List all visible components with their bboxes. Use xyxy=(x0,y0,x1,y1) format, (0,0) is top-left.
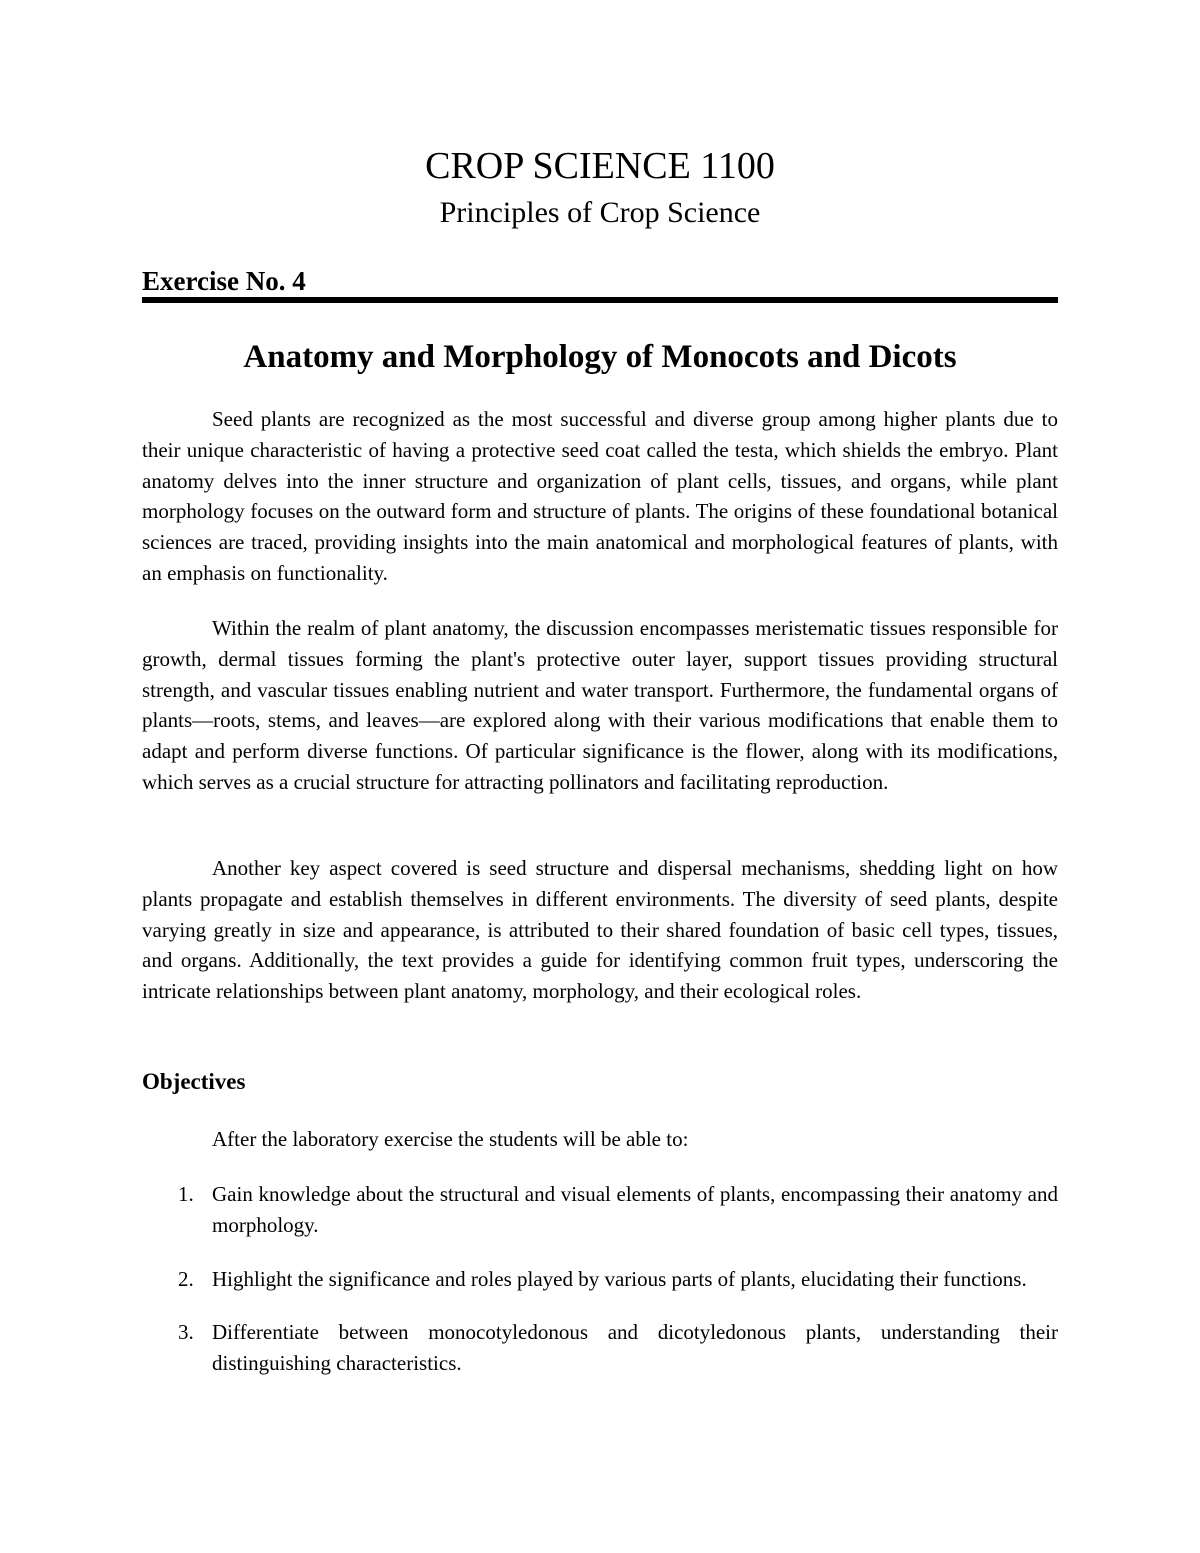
objective-item xyxy=(142,1264,1058,1295)
exercise-number: Exercise No. 4 xyxy=(142,266,306,296)
course-title: CROP SCIENCE 1100 xyxy=(425,145,775,187)
main-title: Anatomy and Morphology of Monocots and Dicots xyxy=(243,339,957,375)
objective-number: 1. xyxy=(178,1182,194,1206)
objective-number: 3. xyxy=(178,1320,194,1345)
objectives-heading: Objectives xyxy=(142,1069,246,1094)
objectives-list xyxy=(142,1179,1058,1402)
objective-number: 2. xyxy=(178,1266,194,1291)
intro-paragraph-3: Another key aspect covered is seed structure and dispersal mechanisms, shedding light on how plants propagate and establish themselves in different environments. The diversity of seed plants, despite varying greatly in size and appearance, is attributed to their shared foundation of basic cell types, tissues, and organs. Additionally, the text provides a guide for identifying common fruit types, underscoring the intricate relationships between plant anatomy, morphology, and their ecological roles. xyxy=(142,856,1058,1004)
header-divider xyxy=(142,297,1058,303)
objective-text: Differentiate between monocotyledonous and dicotyledonous plants, understanding their distinguishing characteristics. xyxy=(212,1320,1058,1376)
intro-paragraph-1: Seed plants are recognized as the most successful and diverse group among higher plants due to their unique characteristic of having a protective seed coat called the testa, which shields the embryo. Plant anatomy delves into the inner structure and organization of plant cells, tissues, and organs, while plant morphology focuses on the outward form and structure of plants. The origins of these foundational botanical sciences are traced, providing insights into the main anatomical and morphological features of plants, with an emphasis on functionality. xyxy=(142,407,1058,585)
intro-paragraph-2: Within the realm of plant anatomy, the discussion encompasses meristematic tissues responsible for growth, dermal tissues forming the plant's protective outer layer, support tissues providing structural strength, and vascular tissues enabling nutrient and water transport. Furthermore, the fundamental organs of plants—roots, stems, and leaves—are explored along with their various modifications that enable them to adapt and perform diverse functions. Of particular significance is the flower, along with its modifications, which serves as a crucial structure for attracting pollinators and facilitating reproduction. xyxy=(142,616,1058,794)
objective-item xyxy=(142,1179,1058,1241)
course-subtitle: Principles of Crop Science xyxy=(439,196,761,229)
objective-item xyxy=(142,1317,1058,1379)
objectives-intro: After the laboratory exercise the students will be able to: xyxy=(212,1127,689,1151)
objective-text: Highlight the significance and roles played by various parts of plants, elucidating their functions. xyxy=(212,1266,1027,1291)
objective-text: Gain knowledge about the structural and visual elements of plants, encompassing their anatomy and morphology. xyxy=(212,1182,1058,1237)
